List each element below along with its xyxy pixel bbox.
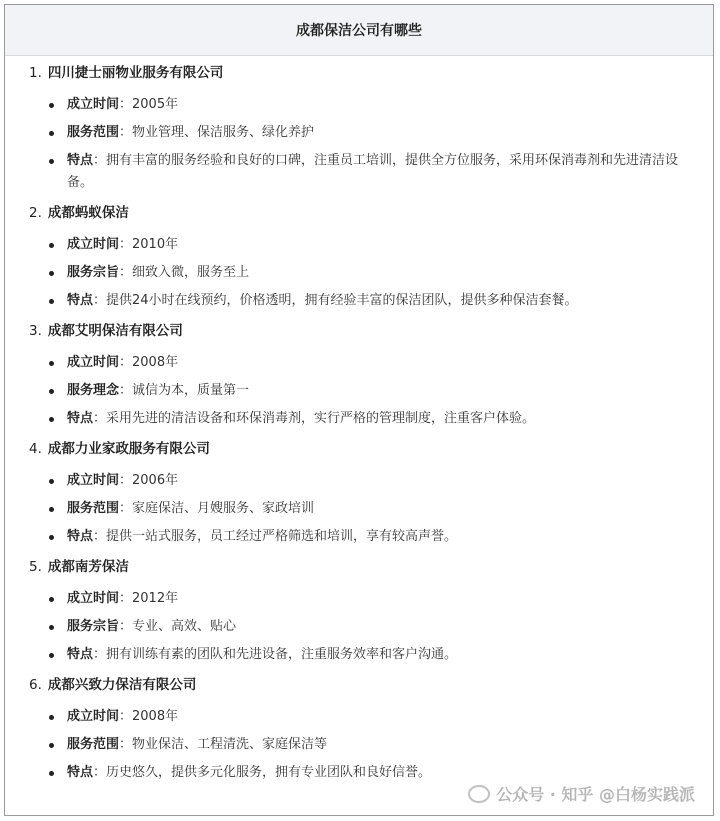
detail-item	[5, 150, 713, 194]
detail-label: 成立时间	[67, 591, 120, 606]
detail-text: ：拥有丰富的服务经验和良好的口碑，注重员工培训，提供全方位服务，采用环保消毒剂和先进清洁设备。	[67, 153, 679, 190]
company-item	[5, 670, 713, 784]
company-name: 成都蚂蚁保洁	[47, 205, 129, 221]
detail-label: 特点	[67, 647, 94, 662]
company-details	[5, 234, 713, 312]
detail-item	[5, 616, 713, 638]
detail-item	[5, 352, 713, 374]
company-number: 5.	[29, 559, 42, 575]
company-item	[5, 552, 713, 666]
detail-label: 服务范围	[67, 125, 120, 140]
detail-item	[5, 734, 713, 756]
detail-text: ：提供一站式服务，员工经过严格筛选和培训，享有较高声誉。	[93, 529, 458, 544]
detail-label: 成立时间	[67, 355, 120, 370]
detail-text: ：细致入微，服务至上	[119, 265, 250, 280]
watermark	[468, 782, 695, 805]
company-title	[5, 316, 713, 346]
detail-item	[5, 706, 713, 728]
detail-label: 特点	[67, 411, 94, 426]
company-title	[5, 434, 713, 464]
detail-text: ：家庭保洁、月嫂服务、家政培训	[119, 501, 315, 516]
company-name: 成都艾明保洁有限公司	[47, 323, 183, 339]
detail-item	[5, 408, 713, 430]
detail-item	[5, 380, 713, 402]
detail-item	[5, 234, 713, 256]
detail-item	[5, 762, 713, 784]
company-name: 四川捷士丽物业服务有限公司	[47, 65, 224, 81]
detail-item	[5, 526, 713, 548]
company-title	[5, 198, 713, 228]
detail-text: ：历史悠久，提供多元化服务，拥有专业团队和良好信誉。	[93, 765, 432, 780]
page-title: 成都保洁公司有哪些	[5, 5, 713, 56]
detail-label: 服务范围	[67, 501, 120, 516]
detail-text: ：2010年	[119, 237, 179, 252]
company-title	[5, 58, 713, 88]
company-number: 3.	[29, 323, 42, 339]
detail-item	[5, 470, 713, 492]
detail-text: ：2008年	[119, 355, 179, 370]
detail-label: 服务理念	[67, 383, 120, 398]
company-number: 1.	[29, 65, 42, 81]
detail-label: 成立时间	[67, 709, 120, 724]
detail-label: 成立时间	[67, 473, 120, 488]
company-title	[5, 670, 713, 700]
company-details	[5, 588, 713, 666]
document-frame	[4, 4, 714, 816]
detail-label: 特点	[67, 293, 94, 308]
company-name: 成都兴致力保洁有限公司	[47, 677, 197, 693]
company-details	[5, 706, 713, 784]
detail-item	[5, 94, 713, 116]
detail-text: ：专业、高效、贴心	[119, 619, 237, 634]
detail-text: ：物业管理、保洁服务、绿化养护	[119, 125, 315, 140]
wechat-icon	[468, 785, 490, 803]
detail-label: 成立时间	[67, 237, 120, 252]
detail-text: ：拥有训练有素的团队和先进设备，注重服务效率和客户沟通。	[93, 647, 458, 662]
detail-item	[5, 262, 713, 284]
company-number: 2.	[29, 205, 42, 221]
detail-text: ：物业保洁、工程清洗、家庭保洁等	[119, 737, 328, 752]
detail-item	[5, 290, 713, 312]
detail-label: 特点	[67, 153, 94, 168]
detail-item	[5, 122, 713, 144]
detail-item	[5, 498, 713, 520]
company-item	[5, 58, 713, 194]
detail-label: 成立时间	[67, 97, 120, 112]
company-name: 成都力业家政服务有限公司	[47, 441, 210, 457]
company-item	[5, 316, 713, 430]
company-details	[5, 352, 713, 430]
detail-label: 特点	[67, 529, 94, 544]
company-item	[5, 434, 713, 548]
detail-label: 服务宗旨	[67, 619, 120, 634]
watermark-text: 公众号 · 知乎 @白杨实践派	[496, 785, 695, 804]
company-title	[5, 552, 713, 582]
detail-text: ：2008年	[119, 709, 179, 724]
detail-text: ：诚信为本，质量第一	[119, 383, 250, 398]
detail-item	[5, 588, 713, 610]
company-number: 6.	[29, 677, 42, 693]
company-item	[5, 198, 713, 312]
detail-text: ：2012年	[119, 591, 179, 606]
company-details	[5, 470, 713, 548]
company-details	[5, 94, 713, 194]
detail-item	[5, 644, 713, 666]
detail-label: 特点	[67, 765, 94, 780]
detail-text: ：2005年	[119, 97, 179, 112]
detail-text: ：采用先进的清洁设备和环保消毒剂，实行严格的管理制度，注重客户体验。	[93, 411, 536, 426]
detail-text: ：提供24小时在线预约，价格透明，拥有经验丰富的保洁团队，提供多种保洁套餐。	[93, 293, 578, 308]
detail-label: 服务宗旨	[67, 265, 120, 280]
company-number: 4.	[29, 441, 42, 457]
detail-text: ：2006年	[119, 473, 179, 488]
company-name: 成都南芳保洁	[47, 559, 129, 575]
company-list	[5, 58, 713, 784]
detail-label: 服务范围	[67, 737, 120, 752]
